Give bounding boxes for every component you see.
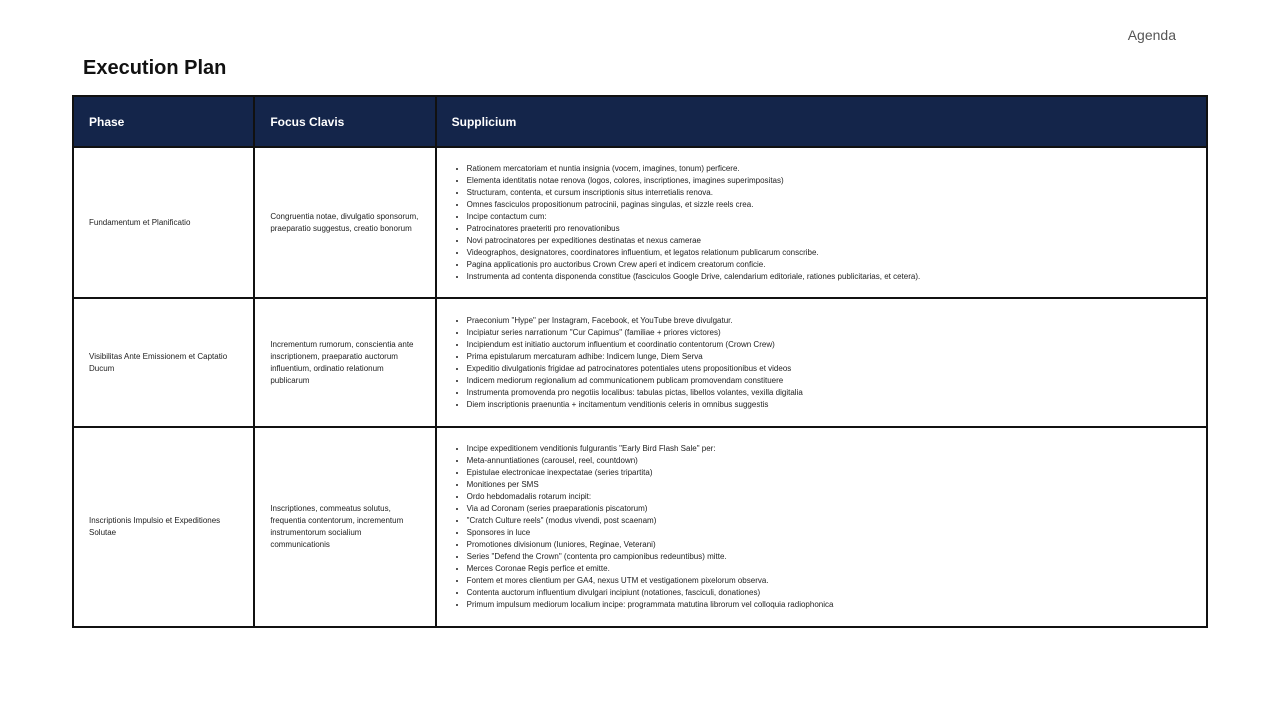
supplicium-item: • Epistulae electronicae inexpectatae (series tripartita)	[467, 467, 1191, 479]
column-header-phase: Phase	[73, 96, 254, 147]
supplicium-item: • Structuram, contenta, et cursum inscriptionis situs interretialis renova.	[467, 187, 1191, 199]
supplicium-item: • Contenta auctorum influentium divulgari incipiunt (notationes, fasciculi, donationes)	[467, 587, 1191, 599]
phase-cell: Fundamentum et Planificatio	[73, 147, 254, 298]
supplicium-item: • Merces Coronae Regis perfice et emitte.	[467, 563, 1191, 575]
table-row	[73, 427, 1207, 627]
supplicium-cell	[436, 298, 1207, 427]
page-title: Execution Plan	[83, 57, 227, 79]
focus-cell: Inscriptiones, commeatus solutus, frequentia contentorum, incrementum instrumentorum socialium communicationis	[254, 427, 435, 627]
supplicium-item: • Videographos, designatores, coordinatores influentium, et legatos relationum publicarum conscribe.	[467, 247, 1191, 259]
supplicium-item: • Omnes fasciculos propositionum patrocinii, paginas singulas, et sizzle reels crea.	[467, 199, 1191, 211]
supplicium-item: • Fontem et mores clientium per GA4, nexus UTM et vestigationem pixelorum observa.	[467, 575, 1191, 587]
supplicium-item: • Incipe expeditionem venditionis fulgurantis "Early Bird Flash Sale" per:	[467, 443, 1191, 455]
supplicium-item: • Expeditio divulgationis frigidae ad patrocinatores potentiales utens propositionibus et videos	[467, 363, 1191, 375]
table-row	[73, 298, 1207, 427]
table-row	[73, 147, 1207, 298]
supplicium-cell	[436, 147, 1207, 298]
supplicium-item: • Patrocinatores praeteriti pro renovationibus	[467, 223, 1191, 235]
supplicium-list	[452, 315, 1191, 411]
table-body	[73, 147, 1207, 627]
focus-cell: Congruentia notae, divulgatio sponsorum, praeparatio suggestus, creatio bonorum	[254, 147, 435, 298]
supplicium-cell	[436, 427, 1207, 627]
supplicium-item: • Rationem mercatoriam et nuntia insignia (vocem, imagines, tonum) perficere.	[467, 163, 1191, 175]
supplicium-list	[452, 163, 1191, 283]
supplicium-item: • Via ad Coronam (series praeparationis piscatorum)	[467, 503, 1191, 515]
supplicium-item: • Elementa identitatis notae renova (logos, colores, inscriptiones, imagines superimpositas)	[467, 175, 1191, 187]
supplicium-item: • Pagina applicationis pro auctoribus Crown Crew aperi et indicem creatorum conficie.	[467, 259, 1191, 271]
supplicium-item: • Incipe contactum cum:	[467, 211, 1191, 223]
supplicium-item: • Novi patrocinatores per expeditiones destinatas et nexus camerae	[467, 235, 1191, 247]
phase-cell: Visibilitas Ante Emissionem et Captatio Ducum	[73, 298, 254, 427]
supplicium-item: • Series "Defend the Crown" (contenta pro campionibus redeuntibus) mitte.	[467, 551, 1191, 563]
supplicium-item: • Sponsores in luce	[467, 527, 1191, 539]
table-header-row	[73, 96, 1207, 147]
supplicium-item: • Praeconium "Hype" per Instagram, Facebook, et YouTube breve divulgatur.	[467, 315, 1191, 327]
supplicium-item: • Indicem mediorum regionalium ad communicationem publicam promovendam constituere	[467, 375, 1191, 387]
agenda-label: Agenda	[1127, 27, 1176, 43]
column-header-supplicium: Supplicium	[436, 96, 1207, 147]
supplicium-list	[452, 443, 1191, 611]
supplicium-item: • Instrumenta ad contenta disponenda constitue (fasciculos Google Drive, calendarium editoriale, rationes publicitarias, et cetera).	[467, 271, 1191, 283]
column-header-focus: Focus Clavis	[254, 96, 435, 147]
supplicium-item: • Promotiones divisionum (Iuniores, Reginae, Veterani)	[467, 539, 1191, 551]
supplicium-item: • Meta-annuntiationes (carousel, reel, countdown)	[467, 455, 1191, 467]
focus-cell: Incrementum rumorum, conscientia ante inscriptionem, praeparatio auctorum influentium, ordinatio relationum publicarum	[254, 298, 435, 427]
supplicium-item: • "Cratch Culture reels" (modus vivendi, post scaenam)	[467, 515, 1191, 527]
supplicium-item: • Diem inscriptionis praenuntia + incitamentum venditionis celeris in omnibus suggestis	[467, 399, 1191, 411]
phase-cell: Inscriptionis Impulsio et Expeditiones Solutae	[73, 427, 254, 627]
supplicium-item: • Incipiendum est initiatio auctorum influentium et coordinatio contentorum (Crown Crew)	[467, 339, 1191, 351]
supplicium-item: • Prima epistularum mercaturam adhibe: Indicem lunge, Diem Serva	[467, 351, 1191, 363]
supplicium-item: • Incipiatur series narrationum "Cur Capimus" (familiae + priores victores)	[467, 327, 1191, 339]
execution-plan-table	[72, 95, 1208, 628]
supplicium-item: • Ordo hebdomadalis rotarum incipit:	[467, 491, 1191, 503]
supplicium-item: • Instrumenta promovenda pro negotiis localibus: tabulas pictas, libellos volantes, vexilla digitalia	[467, 387, 1191, 399]
supplicium-item: • Primum impulsum mediorum localium incipe: programmata matutina librorum vel colloquia radiophonica	[467, 599, 1191, 611]
supplicium-item: • Monitiones per SMS	[467, 479, 1191, 491]
